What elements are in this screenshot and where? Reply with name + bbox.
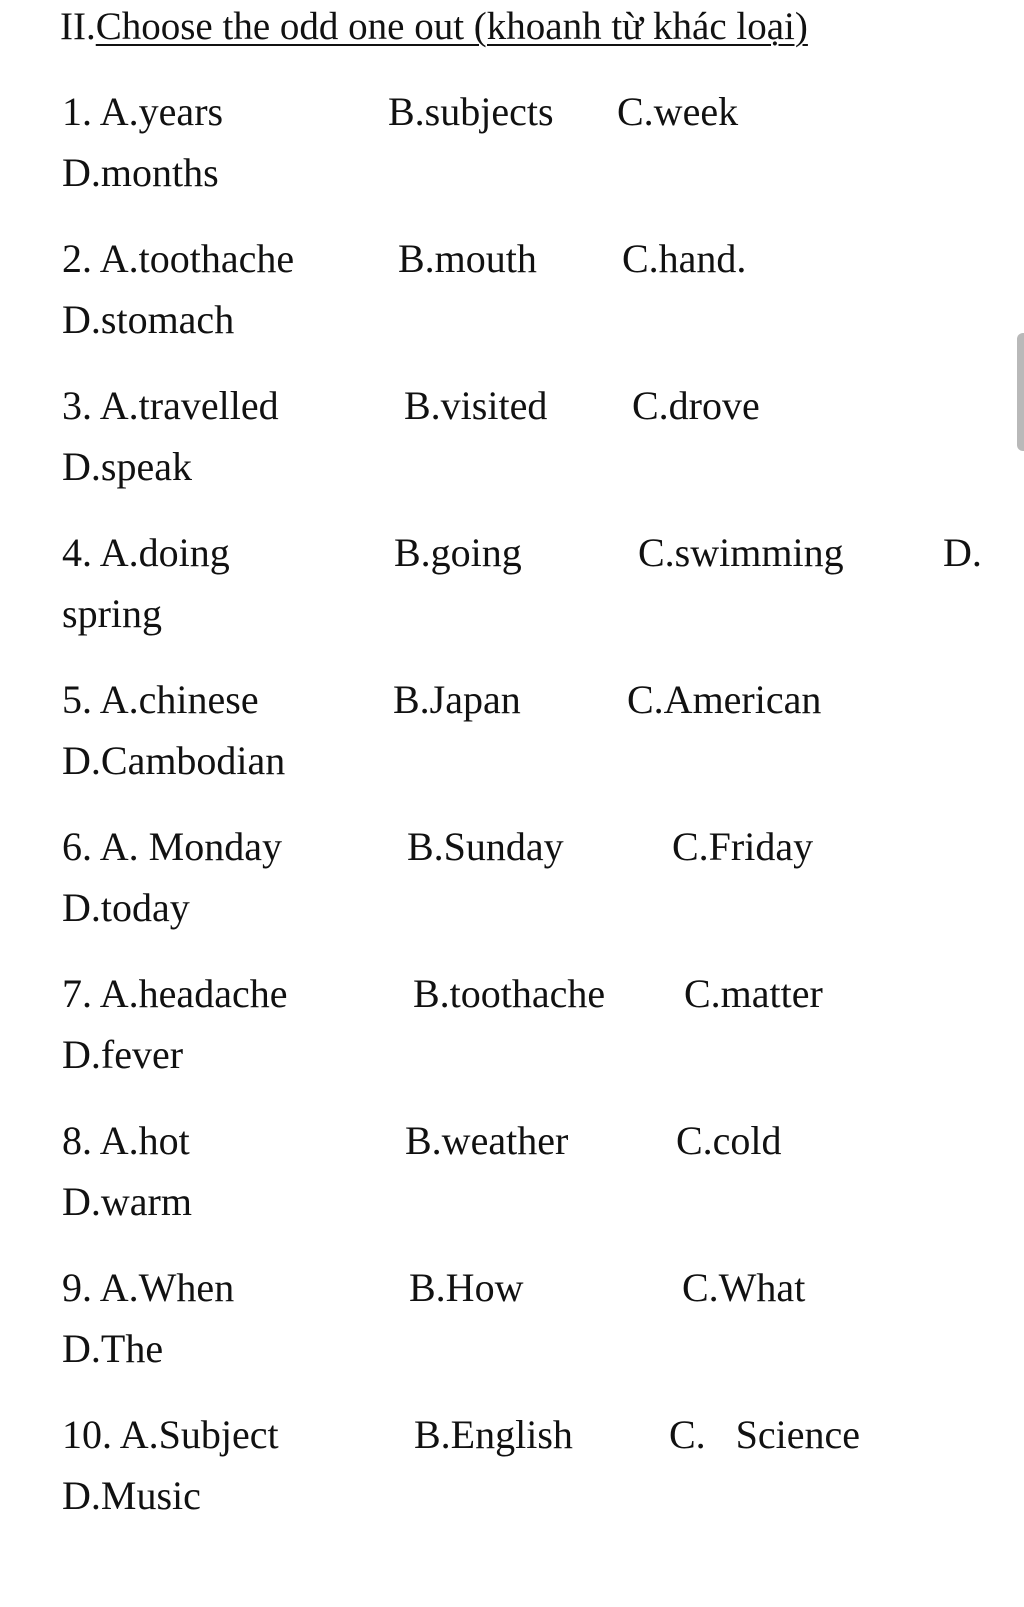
q9-option-d: D.The [62,1326,164,1371]
q6-option-c: C.Friday [672,824,814,869]
q2-option-b: B.mouth [398,236,537,281]
q10-option-d: D.Music [62,1473,201,1518]
q2-option-c: C.hand. [622,236,747,281]
q10-option-c: C. Science [669,1412,861,1457]
q1-option-c: C.week [617,89,739,134]
q4-option-b: B.going [394,530,522,575]
q3-option-b: B.visited [404,383,548,428]
q2-option-d: D.stomach [62,297,235,342]
q8-option-c: C.cold [676,1118,782,1163]
q7-option-b: B.toothache [413,971,606,1016]
q2-option-a: 2. A.toothache [62,236,295,281]
q9-option-b: B.How [409,1265,524,1310]
q7-option-d: D.fever [62,1032,184,1077]
q6-option-d: D.today [62,885,190,930]
q8-option-a: 8. A.hot [62,1118,190,1163]
q3-option-d: D.speak [62,444,192,489]
scroll-handle[interactable] [1017,333,1024,451]
q4-option-a: 4. A.doing [62,530,230,575]
q5-option-d: D.Cambodian [62,738,286,783]
q4-option-c: C.swimming [638,530,844,575]
q3-option-c: C.drove [632,383,760,428]
q4-option-d: spring [62,591,162,636]
q3-option-a: 3. A.travelled [62,383,279,428]
q10-option-b: B.English [414,1412,573,1457]
q6-option-a: 6. A. Monday [62,824,282,869]
q4-option-d-label: D. [943,530,982,575]
section-heading [60,4,808,50]
q8-option-d: D.warm [62,1179,192,1224]
q6-option-b: B.Sunday [407,824,564,869]
section-title: Choose the odd one out (khoanh từ khác loại) [95,5,808,48]
q1-option-a: 1. A.years [62,89,224,134]
q9-option-c: C.What [682,1265,806,1310]
q5-option-c: C.American [627,677,822,722]
q7-option-a: 7. A.headache [62,971,288,1016]
q8-option-b: B.weather [405,1118,569,1163]
section-prefix: II. [60,5,96,48]
q9-option-a: 9. A.When [62,1265,235,1310]
q10-option-a: 10. A.Subject [62,1412,279,1457]
q5-option-b: B.Japan [393,677,521,722]
q7-option-c: C.matter [684,971,823,1016]
q1-option-d: D.months [62,150,219,195]
q1-option-b: B.subjects [388,89,554,134]
q5-option-a: 5. A.chinese [62,677,259,722]
